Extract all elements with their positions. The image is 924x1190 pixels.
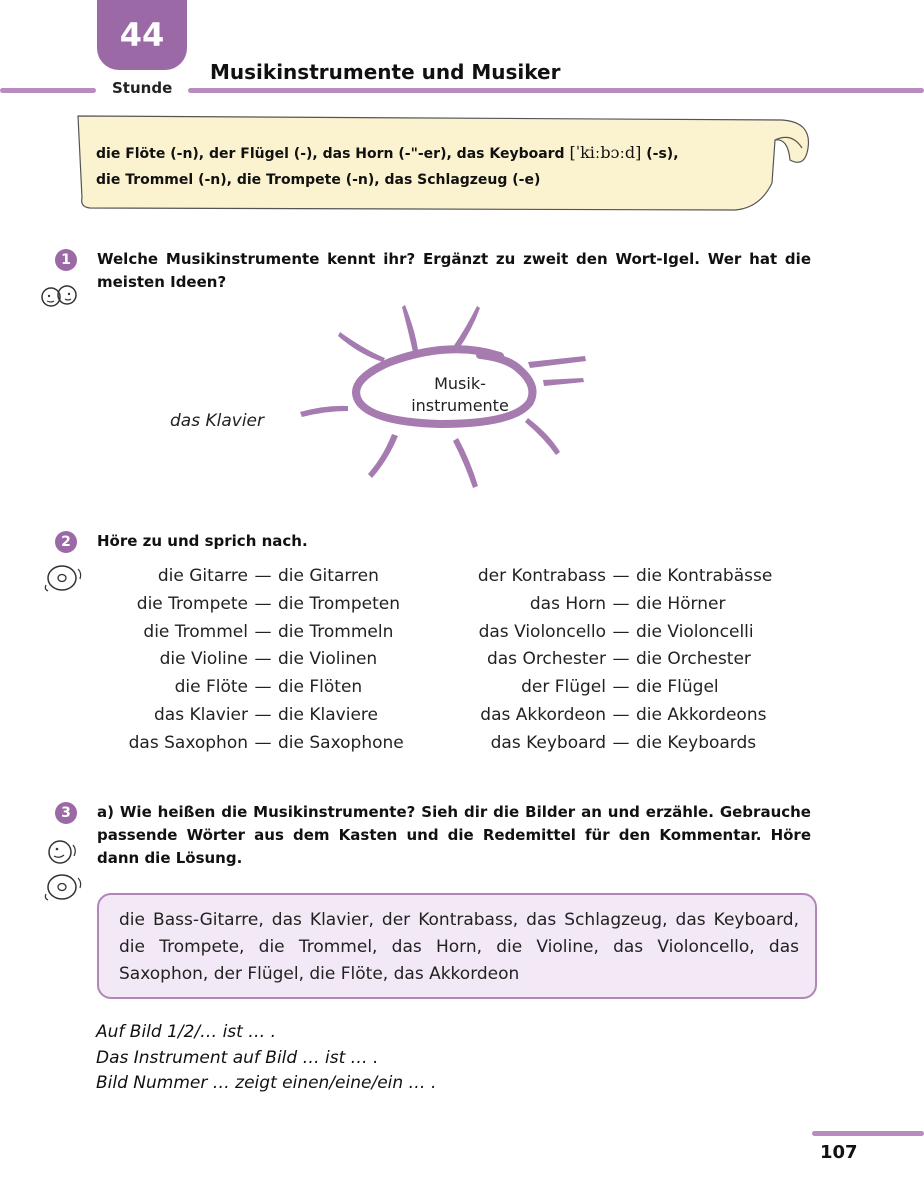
vocab-pronunciation: [ˈkiːbɔːd] (569, 143, 642, 162)
audio-cd-icon (42, 872, 86, 902)
exercise-3-instruction: a) Wie heißen die Musikinstrumente? Sieh dir die Bilder an und erzähle. Gebrauche passende Wörter aus dem Kasten und die Redemittel für den Kommentar. Höre dann die Lösung. (97, 803, 811, 867)
vocab-line-1: die Flöte (-n), der Flügel (-), das Horn (-"-er), das Keyboard [ˈkiːbɔːd] (-s), (96, 143, 679, 162)
mindmap-center-label: Musik- instrumente (411, 374, 509, 415)
lesson-label: Stunde (112, 79, 173, 97)
list-item: das Keyboard — die Keyboards (490, 732, 757, 753)
pair-work-icon (38, 283, 82, 309)
header-rule-right (188, 88, 924, 93)
phrase-list (96, 1020, 436, 1097)
vocab-list (96, 140, 796, 193)
list-item: die Trommel — die Trommeln (143, 621, 394, 642)
lesson-number: 44 (119, 16, 165, 54)
exercise-2-instruction: Höre zu und sprich nach. (97, 532, 308, 550)
phrase-item: Auf Bild 1/2/… ist … . (96, 1022, 277, 1042)
phrase-item: Das Instrument auf Bild … ist … . (96, 1047, 379, 1068)
list-item: das Horn — die Hörner (529, 593, 726, 614)
exercise-3-number: 3 (55, 802, 77, 824)
footer-rule (812, 1131, 924, 1136)
header-rule-left (0, 88, 96, 93)
list-item: das Violoncello — die Violoncelli (478, 621, 754, 642)
plural-list-right (440, 563, 772, 758)
list-item: die Trompete — die Trompeten (136, 593, 400, 614)
mindmap-example-word: das Klavier (170, 411, 264, 431)
word-box: die Bass-Gitarre, das Klavier, der Kontrabass, das Schlagzeug, das Keyboard, die Trompete, die Trommel, das Horn, die Violine, das Violoncello, das Saxophon, der Flügel, die Flöte, das Akkordeon (97, 893, 817, 999)
list-item: die Gitarre — die Gitarren (157, 566, 379, 586)
list-item: das Saxophon — die Saxophone (128, 732, 404, 753)
exercise-1-number: 1 (55, 249, 77, 271)
lesson-number-tab (97, 0, 187, 70)
list-item: der Flügel — die Flügel (521, 677, 719, 698)
page-title: Musikinstrumente und Musiker (210, 60, 561, 84)
exercise-2-number: 2 (55, 531, 77, 553)
phrase-item: Bild Nummer … zeigt einen/eine/ein … . (96, 1073, 437, 1093)
list-item: die Violine — die Violinen (159, 649, 378, 670)
list-item: das Akkordeon — die Akkordeons (480, 704, 767, 725)
list-item: die Flöte — die Flöten (174, 677, 363, 698)
list-item: das Orchester — die Orchester (486, 649, 751, 670)
plural-list-left (100, 563, 404, 758)
list-item: der Kontrabass — die Kontrabässe (477, 566, 773, 586)
exercise-1-instruction: Welche Musikinstrumente kennt ihr? Ergänzt zu zweit den Wort-Igel. Wer hat die meisten Ideen? (97, 250, 811, 291)
page-number: 107 (820, 1142, 858, 1163)
vocab-line-2: die Trommel (-n), die Trompete (-n), das Schlagzeug (-e) (96, 172, 541, 188)
list-item: das Klavier — die Klaviere (154, 704, 378, 725)
speaking-icon (42, 836, 82, 866)
audio-cd-icon (42, 563, 86, 593)
